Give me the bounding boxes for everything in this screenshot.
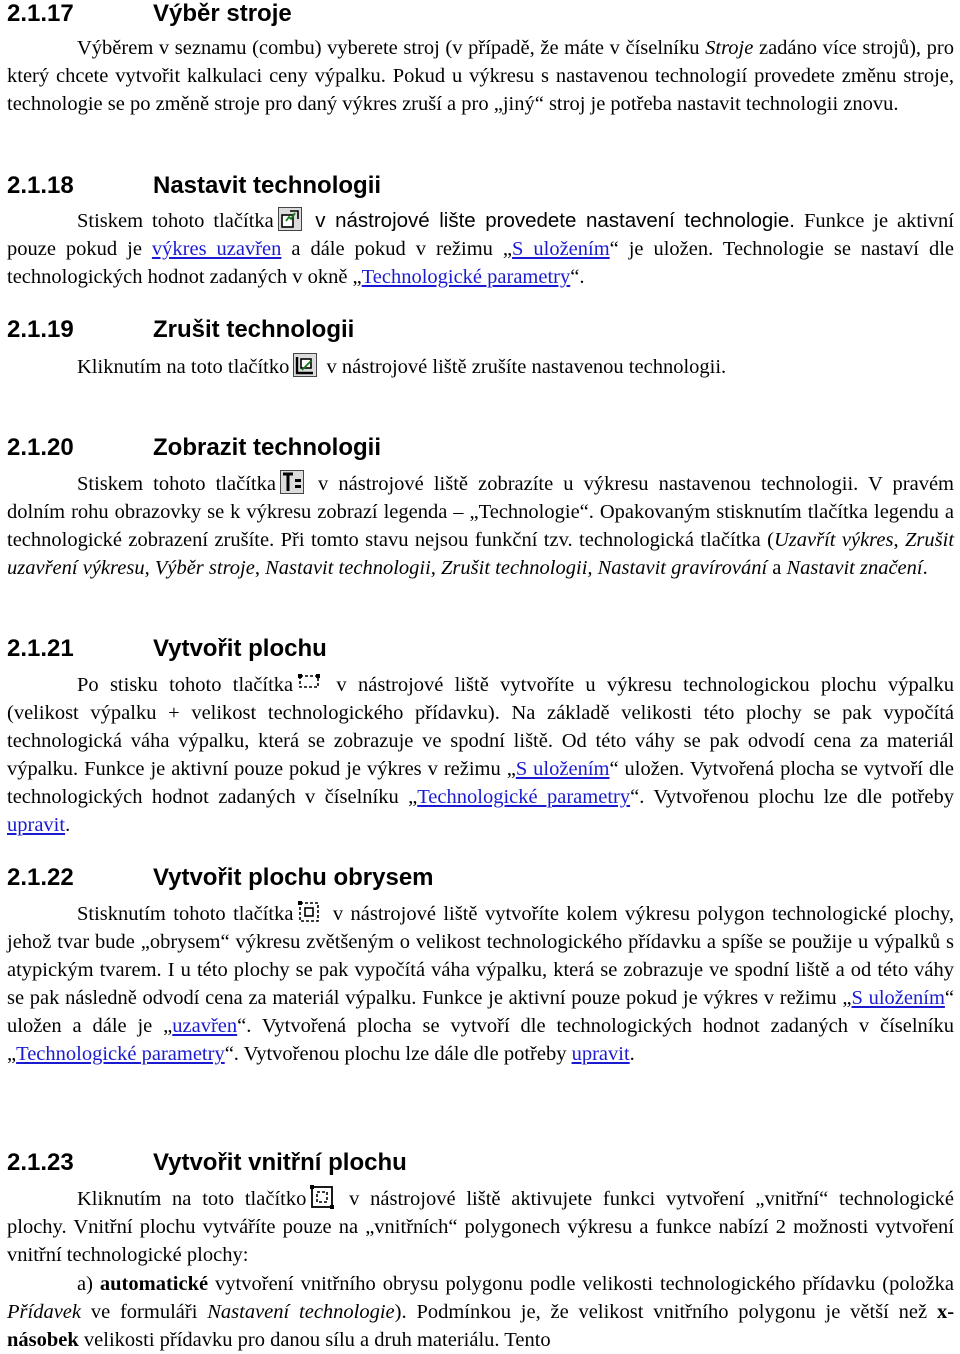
paragraph-automatic-option: a) automatické vytvoření vnitřního obrysu polygonu podle velikosti technologického přídavku (položka Přídavek ve formuláři Nastavení technologie). Podmínkou je, že velikost vnitřního polygonu je větší než x-násobek velikosti přídavku pro danou sílu a druh materiálu. Tento xyxy=(7,1273,955,1351)
heading-2-1-23 xyxy=(7,1149,407,1177)
link-technology-parameters[interactable]: Technologické parametry xyxy=(417,786,631,808)
link-drawing-closed[interactable]: uzavřen xyxy=(172,1015,238,1037)
section-number: 2.1.22 xyxy=(7,864,74,891)
heading-2-1-18 xyxy=(7,172,381,200)
section-title: Zobrazit technologii xyxy=(153,434,381,461)
section-title: Vytvořit plochu obrysem xyxy=(153,864,434,891)
link-technology-parameters[interactable]: Technologické parametry xyxy=(16,1043,225,1065)
paragraph-create-outline-area: Stisknutím tohoto tlačítka v nástrojové liště vytvoříte kolem výkresu polygon technologické plochy, jehož tvar bude „obrysem“ výkresu zvětšeným o velikost technologického přídavku a spíše se použije u výpalků s atypickým tvarem. I u této plochy se pak vypočítá váha výpalku, která se zobrazuje ve spodní liště a od této váhy se pak následně odvodí cena za materiál výpalku. Funkce je aktivní pouze pokud je výkres v režimu „S uložením“ uložen a dále je „uzavřen“. Vytvořená plocha se vytvoří dle technologických hodnot zadaných v číselníku „Technologické parametry“. Vytvořenou plochu lze dále dle potřeby upravit. xyxy=(7,900,954,1068)
link-edit-area[interactable]: upravit xyxy=(7,814,66,836)
section-number: 2.1.17 xyxy=(7,0,74,27)
heading-2-1-19 xyxy=(7,316,354,344)
create-inner-area-icon[interactable] xyxy=(310,1185,334,1209)
heading-2-1-20 xyxy=(7,434,381,462)
paragraph-create-inner-area: Kliknutím na toto tlačítko v nástrojové liště aktivujete funkci vytvoření „vnitřní“ technologické plochy. Vnitřní plochu vytváříte pouze na „vnitřních“ polygonech výkresu a funkce nabízí 2 možnosti vytvoření vnitřní technologické plochy: xyxy=(7,1185,954,1269)
create-area-icon[interactable] xyxy=(297,671,321,695)
section-title: Nastavit technologii xyxy=(153,172,382,199)
link-with-saving[interactable]: S uložením xyxy=(512,238,610,260)
link-technology-parameters[interactable]: Technologické parametry xyxy=(361,266,571,288)
paragraph-create-area: Po stisku tohoto tlačítka v nástrojové liště vytvoříte u výkresu technologickou plochu výpalku (velikost výpalku + velikost technologického přídavku). Na základě velikosti této plochy se pak vypočítá technologická váha výpalku, která se zobrazuje ve spodní liště. Od této váhy se pak odvodí cena za materiál výpalku. Funkce je aktivní pouze pokud je výkres v režimu „S uložením“ uložen. Vytvořená plocha se vytvoří dle technologických hodnot zadaných v číselníku „Technologické parametry“. Vytvořenou plochu lze dle potřeby upravit. xyxy=(7,671,954,839)
paragraph-machine-selection: Výběrem v seznamu (combu) vyberete stroj (v případě, že máte v číselníku Stroje zadáno více strojů), pro který chcete vytvořit kalkulaci ceny výpalku. Pokud u výkresu s nastavenou technologií provedete změnu stroje, technologie se po změně stroje pro daný výkres zruší a pro „jiný“ stroj je potřeba nastavit technologii znovu. xyxy=(7,37,954,115)
link-with-saving[interactable]: S uložením xyxy=(515,758,610,780)
heading-2-1-22 xyxy=(7,864,434,892)
section-title: Zrušit technologii xyxy=(153,316,355,343)
create-outline-area-icon[interactable] xyxy=(297,900,321,924)
paragraph-set-technology: Stiskem tohoto tlačítka v nástrojové lište provedete nastavení technologie. Funkce je aktivní pouze pokud je výkres uzavřen a dále pokud v režimu „S uložením“ je uložen. Technologie se nastaví dle technologických hodnot zadaných v okně „Technologické parametry“. xyxy=(7,209,954,288)
section-title: Výběr stroje xyxy=(153,0,292,27)
section-number: 2.1.23 xyxy=(7,1149,74,1176)
link-edit-area[interactable]: upravit xyxy=(571,1043,630,1065)
section-number: 2.1.19 xyxy=(7,316,74,343)
show-technology-icon[interactable] xyxy=(280,470,304,494)
paragraph-show-technology: Stiskem tohoto tlačítka v nástrojové liště zobrazíte u výkresu nastavenou technologii. V pravém dolním rohu obrazovky se k výkresu zobrazí legenda – „Technologie“. Opakovaným stisknutím tlačítka legendu a technologické zobrazení zrušíte. Při tomto stavu nejsou funkční tzv. technologická tlačítka (Uzavřít výkres, Zrušit uzavření výkresu, Výběr stroje, Nastavit technologii, Zrušit technologii, Nastavit gravírování a Nastavit značení. xyxy=(7,470,954,582)
section-title: Vytvořit plochu xyxy=(153,635,327,662)
section-number: 2.1.21 xyxy=(7,635,74,662)
section-title: Vytvořit vnitřní plochu xyxy=(153,1149,407,1176)
section-number: 2.1.18 xyxy=(7,172,74,199)
set-technology-icon[interactable] xyxy=(278,207,302,231)
link-with-saving[interactable]: S uložením xyxy=(851,987,945,1009)
heading-2-1-21 xyxy=(7,635,327,663)
heading-2-1-17 xyxy=(7,0,292,28)
cancel-technology-icon[interactable] xyxy=(293,353,317,377)
paragraph-cancel-technology: Kliknutím na toto tlačítko v nástrojové liště zrušíte nastavenou technologii. xyxy=(7,353,954,381)
link-drawing-closed[interactable]: výkres uzavřen xyxy=(151,238,282,260)
section-number: 2.1.20 xyxy=(7,434,74,461)
